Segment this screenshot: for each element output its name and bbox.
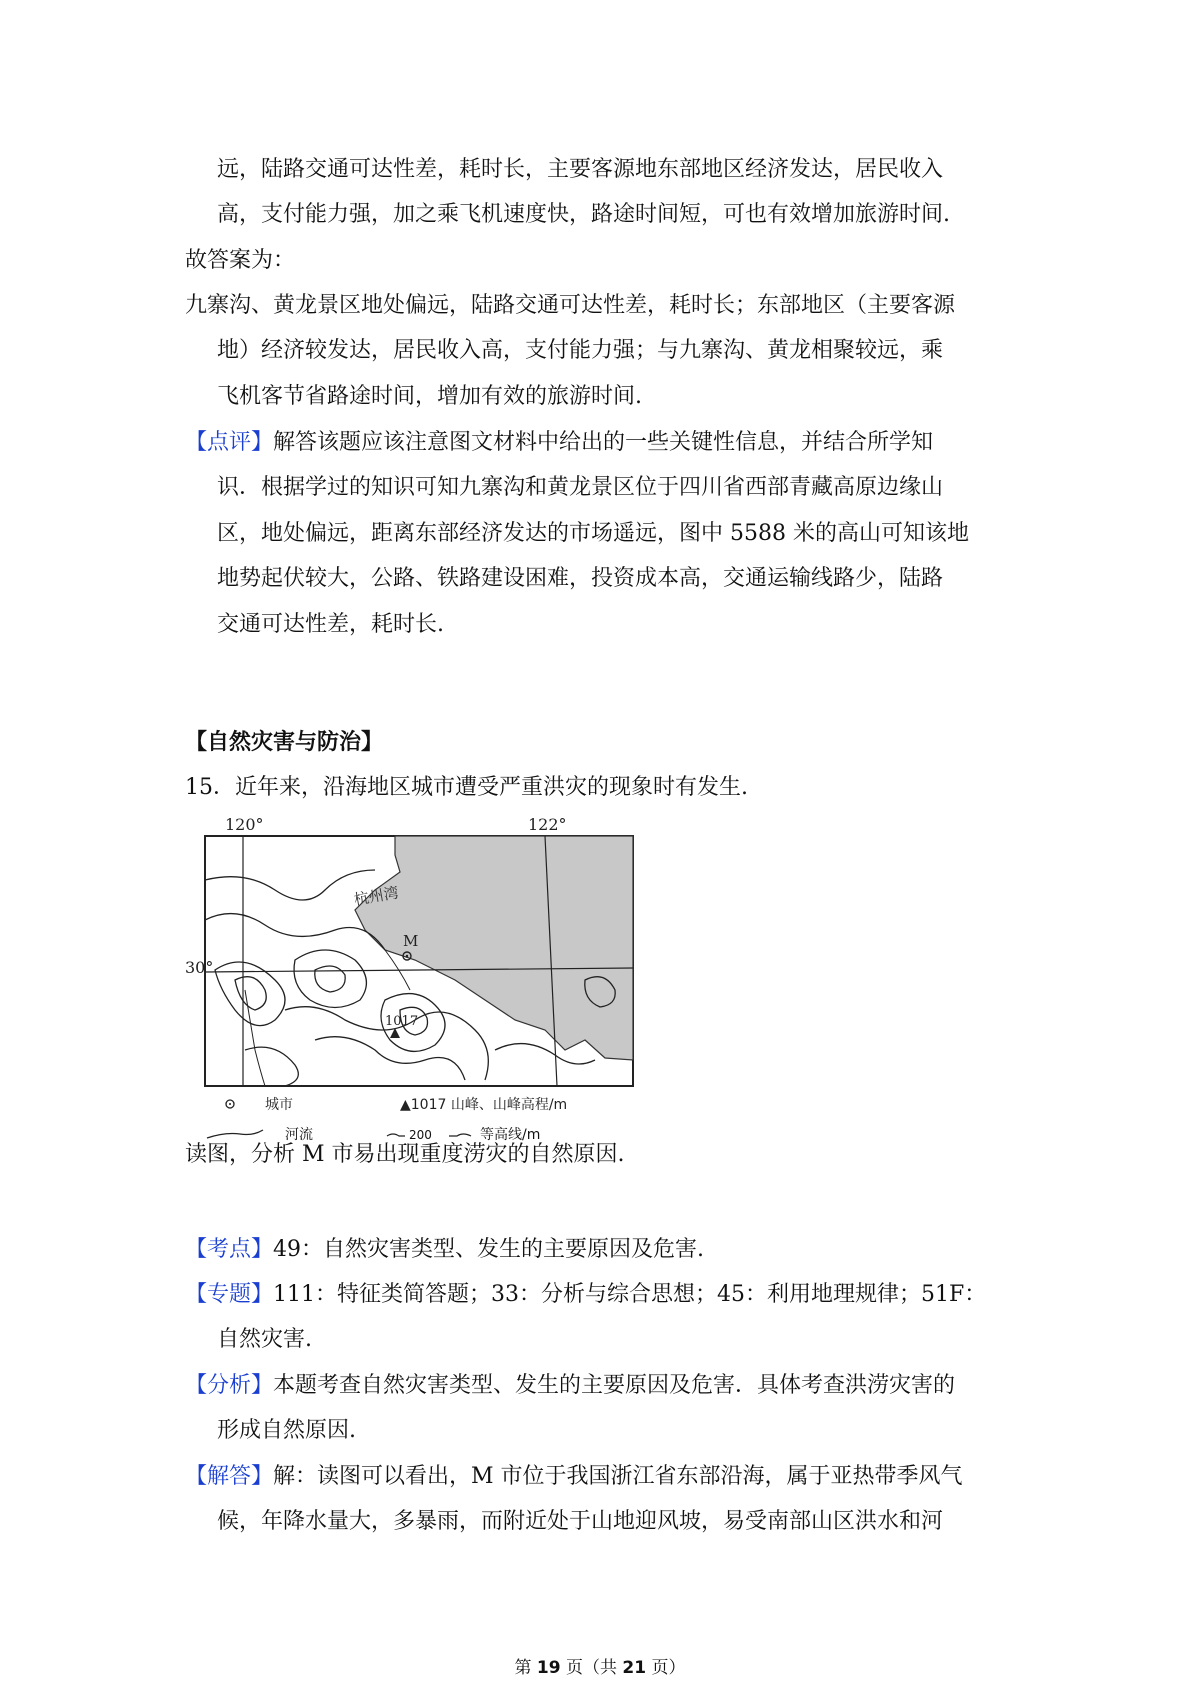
jieda-text: 解：读图可以看出，M 市位于我国浙江省东部沿海，属于亚热带季风气 xyxy=(273,1464,963,1489)
bay-label: 杭州湾 xyxy=(352,883,401,909)
zhuanti-tag: 【专题】 xyxy=(185,1282,274,1307)
footer-mid: 页（共 xyxy=(560,1658,623,1678)
footer-page-number: 19 xyxy=(536,1658,561,1678)
text-line: 形成自然原因. xyxy=(217,1418,356,1443)
text-line: 区，地处偏远，距离东部经济发达的市场遥远，图中 5588 米的高山可知该地 xyxy=(217,521,969,546)
legend-contour-value: 200 xyxy=(409,1128,432,1142)
map-legend xyxy=(226,1096,567,1113)
zhuanti-paragraph xyxy=(185,1280,986,1310)
contour-map xyxy=(185,810,645,1120)
peak-label: 1017 xyxy=(385,1014,419,1029)
jieda-tag: 【解答】 xyxy=(185,1464,274,1489)
footer-post: 页） xyxy=(646,1658,686,1678)
lon-right-label: 122° xyxy=(528,815,567,834)
zhuanti-text: 111：特征类简答题；33：分析与综合思想；45：利用地理规律；51F： xyxy=(273,1282,987,1307)
comment-text: 解答该题应该注意图文材料中给出的一些关键性信息，并结合所学知 xyxy=(273,430,934,455)
comment-paragraph xyxy=(185,428,933,458)
legend-river: 河流 xyxy=(285,1127,313,1143)
text-line: 交通可达性差，耗时长. xyxy=(217,612,444,637)
question-ask: 读图，分析 M 市易出现重度涝灾的自然原因. xyxy=(185,1142,625,1167)
footer-pre: 第 xyxy=(514,1658,537,1678)
text-line: 地）经济较发达，居民收入高，支付能力强；与九寨沟、黄龙相聚较远，乘 xyxy=(217,338,944,363)
fenxi-paragraph xyxy=(185,1371,955,1401)
text-line: 九寨沟、黄龙景区地处偏远，陆路交通可达性差，耗时长；东部地区（主要客源 xyxy=(185,293,956,318)
question-text: 15．近年来，沿海地区城市遭受严重洪灾的现象时有发生. xyxy=(185,775,748,800)
text-line: 自然灾害. xyxy=(217,1327,312,1352)
legend-contour: 等高线/m xyxy=(480,1127,541,1143)
lat-label: 30° xyxy=(185,958,214,977)
text-line: 远，陆路交通可达性差，耗时长，主要客源地东部地区经济发达，居民收入 xyxy=(217,157,944,182)
legend-peak: ▲1017 山峰、山峰高程/m xyxy=(400,1097,568,1113)
footer-total-pages: 21 xyxy=(622,1658,647,1678)
text-line: 飞机客节省路途时间，增加有效的旅游时间. xyxy=(217,384,642,409)
lon-left-label: 120° xyxy=(225,815,264,834)
text-line: 识．根据学过的知识可知九寨沟和黄龙景区位于四川省西部青藏高原边缘山 xyxy=(217,475,944,500)
text-line: 故答案为： xyxy=(185,248,296,273)
legend-city: 城市 xyxy=(265,1097,293,1113)
text-line: 地势起伏较大，公路、铁路建设困难，投资成本高，交通运输线路少，陆路 xyxy=(217,566,944,591)
kaodian-paragraph xyxy=(185,1235,704,1265)
kaodian-tag: 【考点】 xyxy=(185,1237,274,1262)
fenxi-tag: 【分析】 xyxy=(185,1373,274,1398)
text-line: 候，年降水量大，多暴雨，而附近处于山地迎风坡，易受南部山区洪水和河 xyxy=(217,1509,944,1534)
city-m-label: M xyxy=(403,932,419,950)
fenxi-text: 本题考查自然灾害类型、发生的主要原因及危害．具体考查洪涝灾害的 xyxy=(273,1373,956,1398)
jieda-paragraph xyxy=(185,1462,963,1492)
page-footer xyxy=(0,1657,1200,1679)
kaodian-text: 49：自然灾害类型、发生的主要原因及危害. xyxy=(273,1237,705,1262)
text-line: 高，支付能力强，加之乘飞机速度快，路途时间短，可也有效增加旅游时间. xyxy=(217,202,950,227)
section-title: 【自然灾害与防治】 xyxy=(185,730,384,755)
comment-tag: 【点评】 xyxy=(185,430,274,455)
